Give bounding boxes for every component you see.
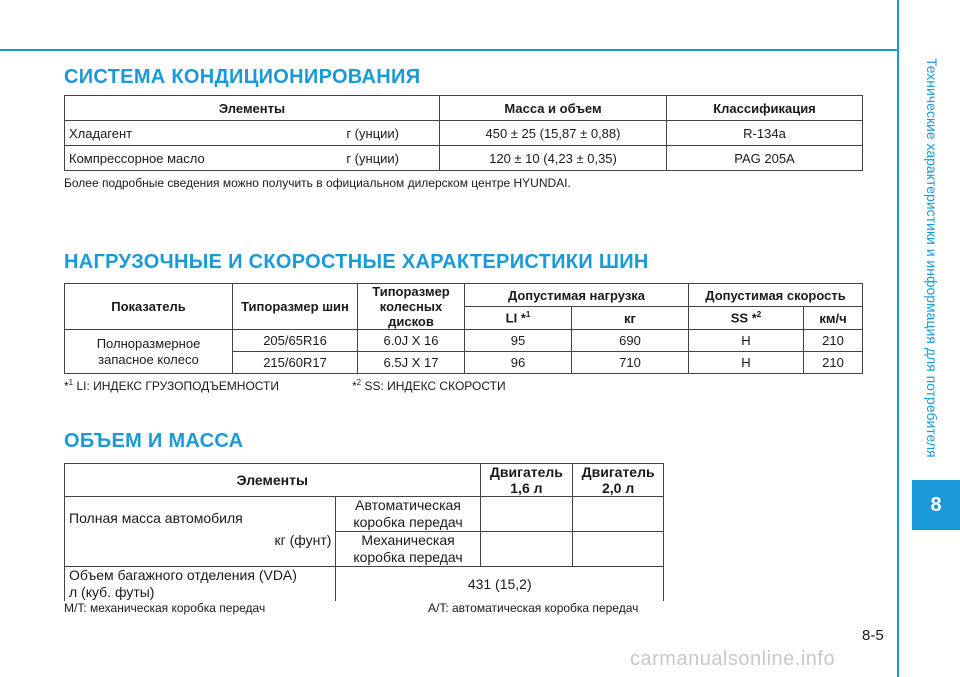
ac-table <box>64 95 863 171</box>
ac-unit: г (унции) <box>346 150 399 166</box>
tires-footnote-2: *$^2$ SS: ИНДЕКС СКОРОСТИ <box>352 378 506 393</box>
watermark: carmanualsonline.info <box>630 648 836 670</box>
kmh-cell: 210 <box>804 330 863 352</box>
tires-header-ss: SS *$^2$ <box>689 307 804 330</box>
table-row <box>65 330 863 352</box>
ac-class: PAG 205A <box>667 146 863 171</box>
ac-note: Более подробные сведения можно получить в официальном дилерском центре HYUNDAI. <box>64 176 571 190</box>
table-row <box>65 121 863 146</box>
gross-weight-mt-engine1 <box>480 532 573 567</box>
tires-table <box>64 283 863 374</box>
tires-row-label: Полноразмерное запасное колесо <box>65 330 233 374</box>
ac-class: R-134a <box>667 121 863 146</box>
ss-cell: H <box>689 330 804 352</box>
gross-weight-unit: кг (фунт) <box>274 531 332 548</box>
volume-heading: ОБЪЕМ И МАССА <box>64 430 244 452</box>
tires-footnote-1: *$^1$ LI: ИНДЕКС ГРУЗОПОДЪЕМНОСТИ <box>64 378 280 393</box>
gross-weight-at: Автоматическая коробка передач <box>336 497 480 532</box>
note-mt: M/T: механическая коробка передач <box>64 601 266 615</box>
gross-weight-mt: Механическая коробка передач <box>336 532 480 567</box>
tires-header-kmh: км/ч <box>804 307 863 330</box>
kmh-cell: 210 <box>804 352 863 374</box>
wheel-size-cell: 6.0J X 16 <box>358 330 465 352</box>
kg-cell: 690 <box>572 330 689 352</box>
page-number: 8-5 <box>862 627 884 644</box>
table-row <box>65 567 664 602</box>
volume-header-engine1: Двигатель 1,6 л <box>480 464 573 497</box>
side-rule <box>897 0 899 677</box>
gross-weight-at-engine2 <box>573 497 664 532</box>
tires-heading: НАГРУЗОЧНЫЕ И СКОРОСТНЫЕ ХАРАКТЕРИСТИКИ ШИН <box>64 251 649 273</box>
kg-cell: 710 <box>572 352 689 374</box>
ac-header-class: Классификация <box>667 96 863 121</box>
luggage-value: 431 (15,2) <box>336 567 664 602</box>
volume-table <box>64 463 664 601</box>
gross-weight-mt-engine2 <box>573 532 664 567</box>
tire-size-cell: 215/60R17 <box>233 352 358 374</box>
luggage-unit: л (куб. футы) <box>69 584 155 600</box>
ac-mass: 120 ± 10 (4,23 ± 0,35) <box>440 146 667 171</box>
tires-header-tire-size: Типоразмер шин <box>233 284 358 330</box>
li-cell: 95 <box>465 330 572 352</box>
note-at: A/T: автоматическая коробка передач <box>428 601 639 615</box>
volume-header-items: Элементы <box>65 464 481 497</box>
ac-mass: 450 ± 25 (15,87 ± 0,88) <box>440 121 667 146</box>
ac-header-items: Элементы <box>65 96 440 121</box>
tires-header-kg: кг <box>572 307 689 330</box>
ac-heading: СИСТЕМА КОНДИЦИОНИРОВАНИЯ <box>64 66 421 88</box>
table-row <box>65 497 664 532</box>
gross-weight-at-engine1 <box>480 497 573 532</box>
tires-header-li: LI *$^1$ <box>465 307 572 330</box>
ac-item: Хладагент <box>69 125 133 141</box>
tires-header-indicator: Показатель <box>65 284 233 330</box>
chapter-tab: 8 <box>912 480 960 530</box>
li-cell: 96 <box>465 352 572 374</box>
tire-size-cell: 205/65R16 <box>233 330 358 352</box>
ac-unit: г (унции) <box>346 125 399 141</box>
tires-header-load: Допустимая нагрузка <box>465 284 689 307</box>
gross-weight-label: Полная масса автомобиля <box>69 509 243 526</box>
top-rule <box>0 49 897 51</box>
ac-item: Компрессорное масло <box>69 150 205 166</box>
wheel-size-cell: 6.5J X 17 <box>358 352 465 374</box>
tires-header-speed: Допустимая скорость <box>689 284 863 307</box>
table-row <box>65 146 863 171</box>
volume-header-engine2: Двигатель 2,0 л <box>573 464 664 497</box>
ac-header-mass: Масса и объем <box>440 96 667 121</box>
ss-cell: H <box>689 352 804 374</box>
luggage-label: Объем багажного отделения (VDA) <box>69 567 297 583</box>
tires-header-wheel-size: Типоразмер колесных дисков <box>358 284 465 330</box>
chapter-title: Технические характеристики и информация для потребителя <box>924 58 940 458</box>
